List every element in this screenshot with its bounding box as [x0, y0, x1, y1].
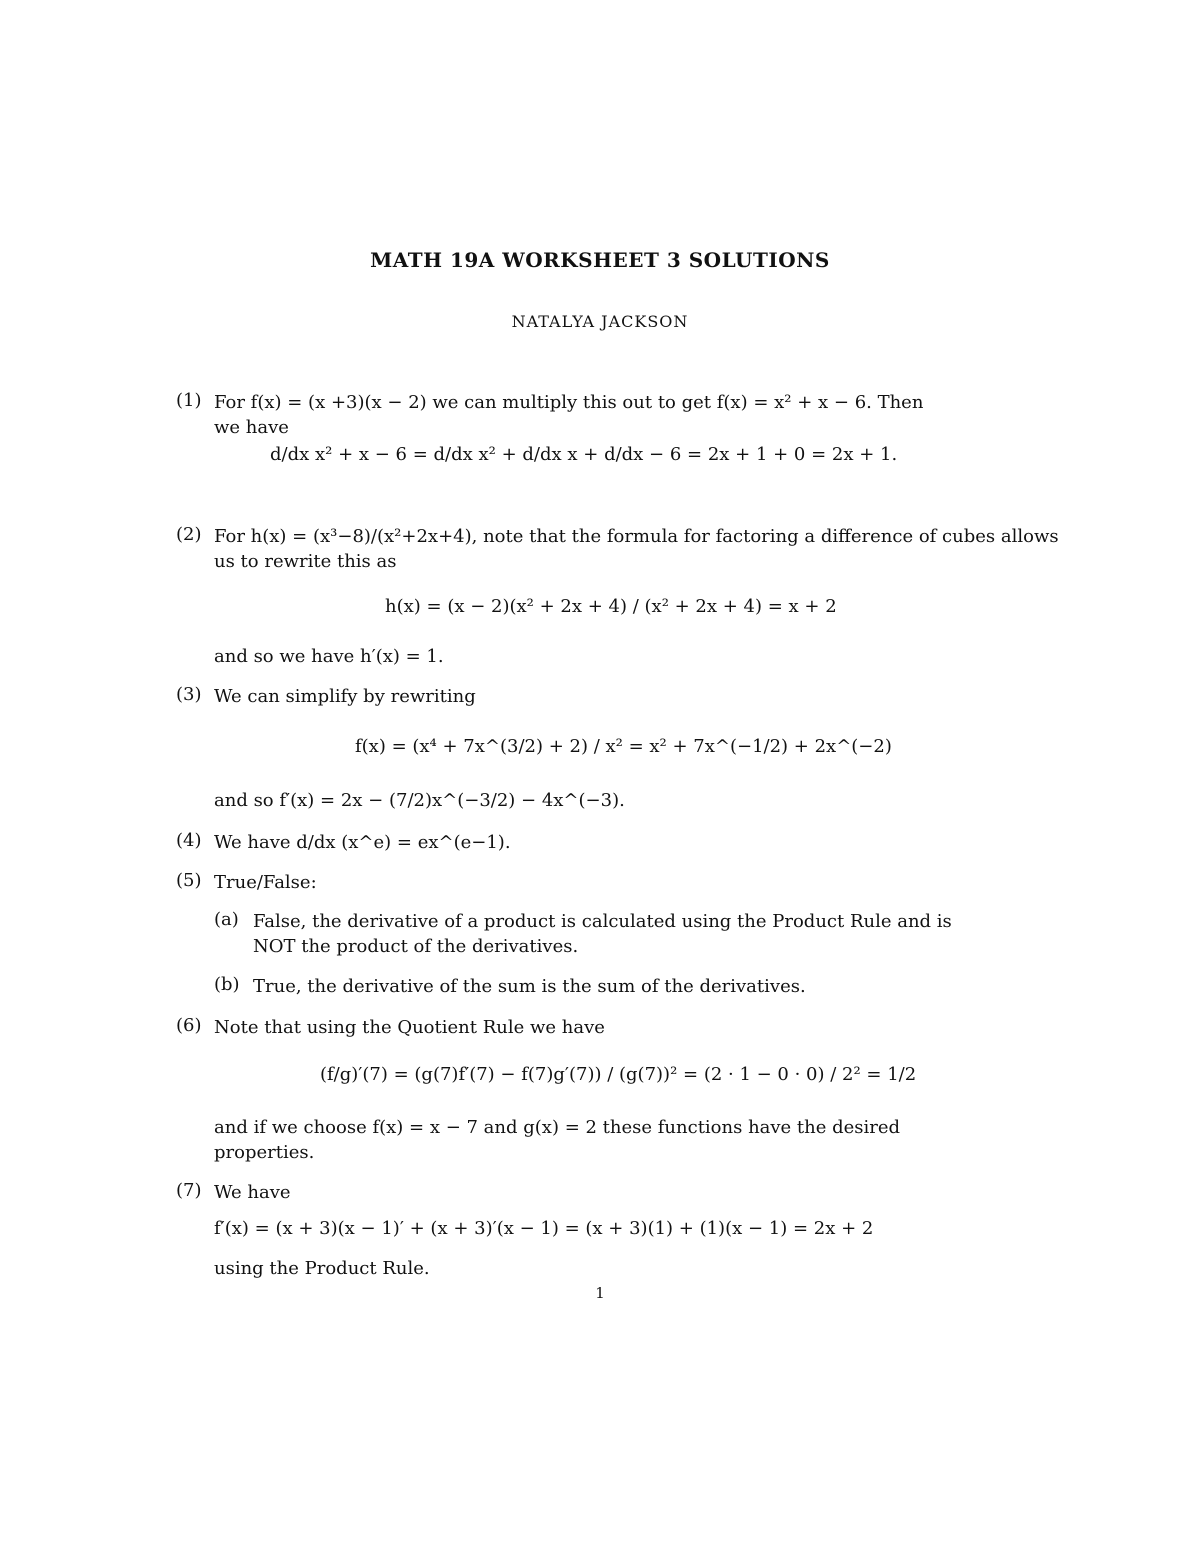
problem-2-text-line-2: us to rewrite this as — [214, 551, 397, 572]
problem-5-number: (5) — [176, 870, 202, 891]
problem-5b-label: (b) — [214, 974, 240, 995]
problem-7-number: (7) — [176, 1180, 202, 1201]
problem-1-number: (1) — [176, 390, 202, 411]
problem-7-equation: f′(x) = (x + 3)(x − 1)′ + (x + 3)′(x − 1) = (x + 3)(1) + (1)(x − 1) = 2x + 2 — [214, 1218, 874, 1239]
problem-2-equation: h(x) = (x − 2)(x² + 2x + 4) / (x² + 2x + 4) = x + 2 — [385, 596, 837, 617]
problem-2-number: (2) — [176, 524, 202, 545]
problem-2-text-line-1: For h(x) = (x³−8)/(x²+2x+4), note that the formula for factoring a difference of cubes allows — [214, 526, 1059, 547]
author-name: NATALYA JACKSON — [511, 312, 689, 331]
problem-1-text-line-2: we have — [214, 417, 289, 438]
problem-4-text-line-1: We have d/dx (x^e) = ex^(e−1). — [214, 832, 511, 853]
problem-3-equation: f(x) = (x⁴ + 7x^(3/2) + 2) / x² = x² + 7x^(−1/2) + 2x^(−2) — [355, 736, 892, 757]
problem-3-text-line-1: We can simplify by rewriting — [214, 686, 476, 707]
problem-5a-label: (a) — [214, 909, 239, 930]
problem-7-text-line-1: We have — [214, 1182, 291, 1203]
page-number: 1 — [595, 1284, 605, 1302]
document-title: MATH 19A WORKSHEET 3 SOLUTIONS — [370, 248, 830, 272]
problem-5a-text-line-2: NOT the product of the derivatives. — [253, 936, 579, 957]
problem-6-number: (6) — [176, 1015, 202, 1036]
problem-6-text-line-2: and if we choose f(x) = x − 7 and g(x) = 2 these functions have the desired — [214, 1117, 901, 1138]
problem-3-text-line-2: and so f′(x) = 2x − (7/2)x^(−3/2) − 4x^(−3). — [214, 790, 625, 811]
problem-2-text-line-3: and so we have h′(x) = 1. — [214, 646, 444, 667]
problem-6-equation: (f/g)′(7) = (g(7)f′(7) − f(7)g′(7)) / (g(7))² = (2 · 1 − 0 · 0) / 2² = 1/2 — [320, 1064, 917, 1085]
problem-4-number: (4) — [176, 830, 202, 851]
problem-3-number: (3) — [176, 684, 202, 705]
problem-1-equation: d/dx x² + x − 6 = d/dx x² + d/dx x + d/dx − 6 = 2x + 1 + 0 = 2x + 1. — [270, 444, 898, 465]
problem-5b-text-line-1: True, the derivative of the sum is the sum of the derivatives. — [253, 976, 806, 997]
problem-5-text-line-1: True/False: — [214, 872, 317, 893]
problem-7-text-line-2: using the Product Rule. — [214, 1258, 430, 1279]
problem-5a-text-line-1: False, the derivative of a product is calculated using the Product Rule and is — [253, 911, 952, 932]
problem-6-text-line-3: properties. — [214, 1142, 315, 1163]
problem-6-text-line-1: Note that using the Quotient Rule we have — [214, 1017, 605, 1038]
problem-1-text-line-1: For f(x) = (x +3)(x − 2) we can multiply this out to get f(x) = x² + x − 6. Then — [214, 392, 924, 413]
